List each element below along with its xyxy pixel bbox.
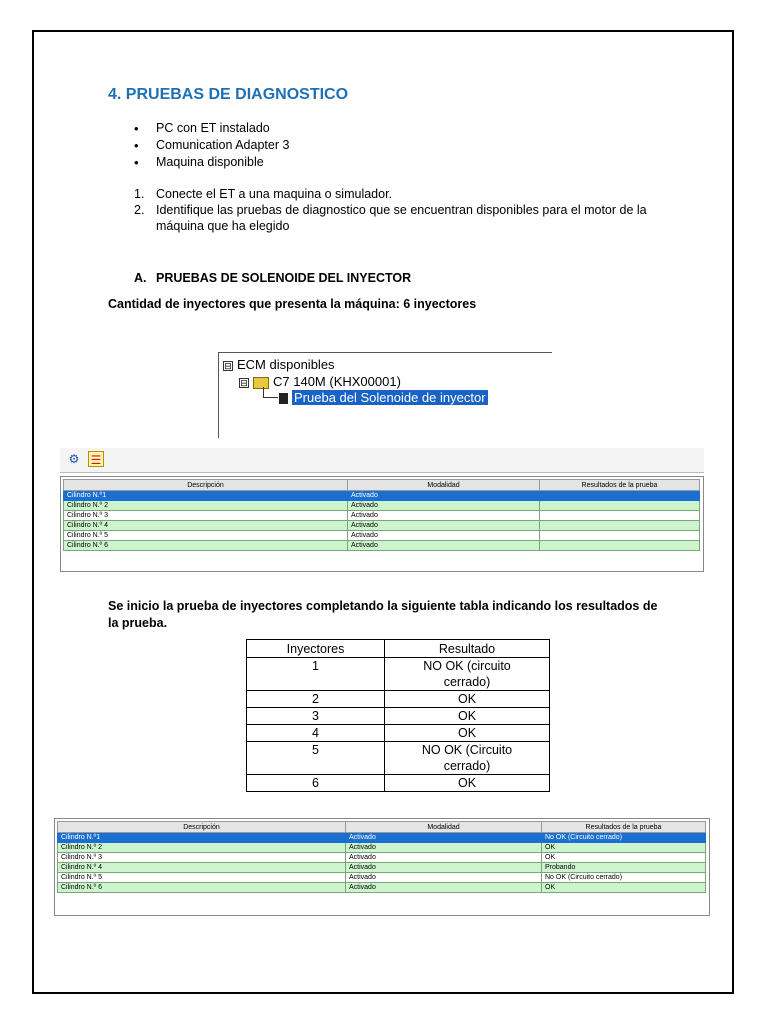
grid-header[interactable]: Resultados de la prueba (542, 822, 706, 833)
results-cell: 6 (247, 775, 385, 792)
grid-cell: Cilindro N.º 4 (64, 521, 348, 531)
grid-header[interactable]: Descripción (58, 822, 346, 833)
results-cell: 5 (247, 742, 385, 775)
grid-cell: Activado (346, 863, 542, 873)
intro-paragraph: Se inicio la prueba de inyectores completando la siguiente tabla indicando los resultados de la prueba. (108, 599, 658, 630)
grid-cell: OK (542, 883, 706, 893)
tree-root-label: ECM disponibles (237, 357, 335, 372)
grid-cell: Cilindro N.º 5 (64, 531, 348, 541)
section-heading: 4. PRUEBAS DE DIAGNOSTICO (108, 86, 349, 103)
results-header: Inyectores (247, 640, 385, 658)
results-cell: OK (385, 708, 550, 725)
table-row[interactable] (58, 853, 706, 863)
table-row[interactable] (64, 541, 700, 551)
step-item (134, 202, 694, 234)
grid-cell (540, 511, 700, 521)
requirement-item: • Maquina disponible (134, 154, 289, 171)
subsection-heading (134, 271, 411, 285)
grid-cell: Activado (348, 501, 540, 511)
results-cell: NO OK (circuito cerrado) (385, 658, 550, 691)
grid-cell: Activado (346, 853, 542, 863)
table-row[interactable] (58, 863, 706, 873)
collapse-icon[interactable]: ⊟ (224, 360, 232, 371)
report-icon[interactable]: ☰ (88, 451, 104, 467)
table-row (247, 742, 550, 775)
grid-cell: Cilindro N.º 2 (58, 843, 346, 853)
table-row[interactable] (58, 873, 706, 883)
step-item (134, 186, 694, 202)
grid-cell (540, 541, 700, 551)
grid-cell: Cilindro N.º 3 (64, 511, 348, 521)
subsection-number: A. (134, 271, 147, 285)
injector-count: Cantidad de inyectores que presenta la máquina: 6 inyectores (108, 297, 477, 311)
results-table (246, 639, 550, 792)
collapse-icon[interactable]: ⊟ (240, 377, 248, 388)
table-row[interactable] (58, 843, 706, 853)
results-cell: 4 (247, 725, 385, 742)
test-toolbar (60, 448, 704, 473)
grid-cell: No OK (Circuito cerrado) (542, 873, 706, 883)
grid-cell (540, 501, 700, 511)
grid-header[interactable]: Resultados de la prueba (540, 480, 700, 491)
step-number: 2. (134, 203, 145, 217)
step-text: Identifique las pruebas de diagnostico que se encuentran disponibles para el motor de la máquina que ha elegido (156, 203, 647, 233)
table-row[interactable] (64, 531, 700, 541)
grid-cell: Activado (346, 843, 542, 853)
table-row[interactable] (64, 521, 700, 531)
grid-cell: Cilindro N.º1 (64, 491, 348, 501)
tree-test-label: Prueba del Solenoide de inyector (294, 390, 486, 405)
table-row (247, 725, 550, 742)
table-row[interactable] (58, 883, 706, 893)
grid-cell (540, 521, 700, 531)
results-header: Resultado (385, 640, 550, 658)
test-grid-panel (60, 476, 704, 572)
step-text: Conecte el ET a una maquina o simulador. (156, 187, 393, 201)
table-row[interactable] (64, 511, 700, 521)
steps-list (134, 186, 694, 234)
grid-cell: Cilindro N.º 6 (64, 541, 348, 551)
grid-cell: OK (542, 853, 706, 863)
grid-cell (540, 531, 700, 541)
grid-cell: No OK (Circuito cerrado) (542, 833, 706, 843)
grid-cell: Cilindro N.º 3 (58, 853, 346, 863)
requirements-list (134, 120, 289, 171)
grid-cell: Probando (542, 863, 706, 873)
tree-ecm-label: C7 140M (KHX00001) (273, 374, 401, 389)
table-row[interactable] (58, 833, 706, 843)
table-row (247, 708, 550, 725)
ecm-tree (218, 352, 552, 438)
grid-cell: Cilindro N.º 5 (58, 873, 346, 883)
grid-cell (540, 491, 700, 501)
grid-cell: Cilindro N.º 6 (58, 883, 346, 893)
table-row (247, 658, 550, 691)
tree-root[interactable] (223, 357, 335, 372)
grid-header[interactable]: Descripción (64, 480, 348, 491)
step-number: 1. (134, 187, 145, 201)
tree-test-node[interactable] (279, 390, 488, 405)
grid-header[interactable]: Modalidad (346, 822, 542, 833)
results-grid-panel (54, 818, 710, 916)
results-cell: OK (385, 691, 550, 708)
grid-cell: Cilindro N.º 4 (58, 863, 346, 873)
requirement-item: • Comunication Adapter 3 (134, 137, 289, 154)
results-cell: NO OK (Circuito cerrado) (385, 742, 550, 775)
grid-cell: Activado (348, 491, 540, 501)
results-grid (57, 821, 706, 893)
subsection-title: PRUEBAS DE SOLENOIDE DEL INYECTOR (156, 271, 412, 285)
grid-cell: Activado (348, 521, 540, 531)
grid-cell: Cilindro N.º 2 (64, 501, 348, 511)
table-row[interactable] (64, 501, 700, 511)
solenoid-test-icon (279, 393, 288, 404)
grid-cell: OK (542, 843, 706, 853)
results-cell: 3 (247, 708, 385, 725)
tree-connector (263, 387, 278, 398)
grid-cell: Activado (348, 531, 540, 541)
start-test-icon[interactable]: ⚙ (68, 452, 80, 466)
grid-header[interactable]: Modalidad (348, 480, 540, 491)
results-cell: 1 (247, 658, 385, 691)
grid-cell: Cilindro N.º1 (58, 833, 346, 843)
results-cell: OK (385, 775, 550, 792)
table-row (247, 691, 550, 708)
grid-cell: Activado (346, 873, 542, 883)
table-row[interactable] (64, 491, 700, 501)
test-grid (63, 479, 700, 551)
results-cell: OK (385, 725, 550, 742)
grid-cell: Activado (346, 883, 542, 893)
table-row (247, 775, 550, 792)
grid-cell: Activado (348, 541, 540, 551)
grid-cell: Activado (348, 511, 540, 521)
results-cell: 2 (247, 691, 385, 708)
requirement-item: • PC con ET instalado (134, 120, 289, 137)
grid-cell: Activado (346, 833, 542, 843)
